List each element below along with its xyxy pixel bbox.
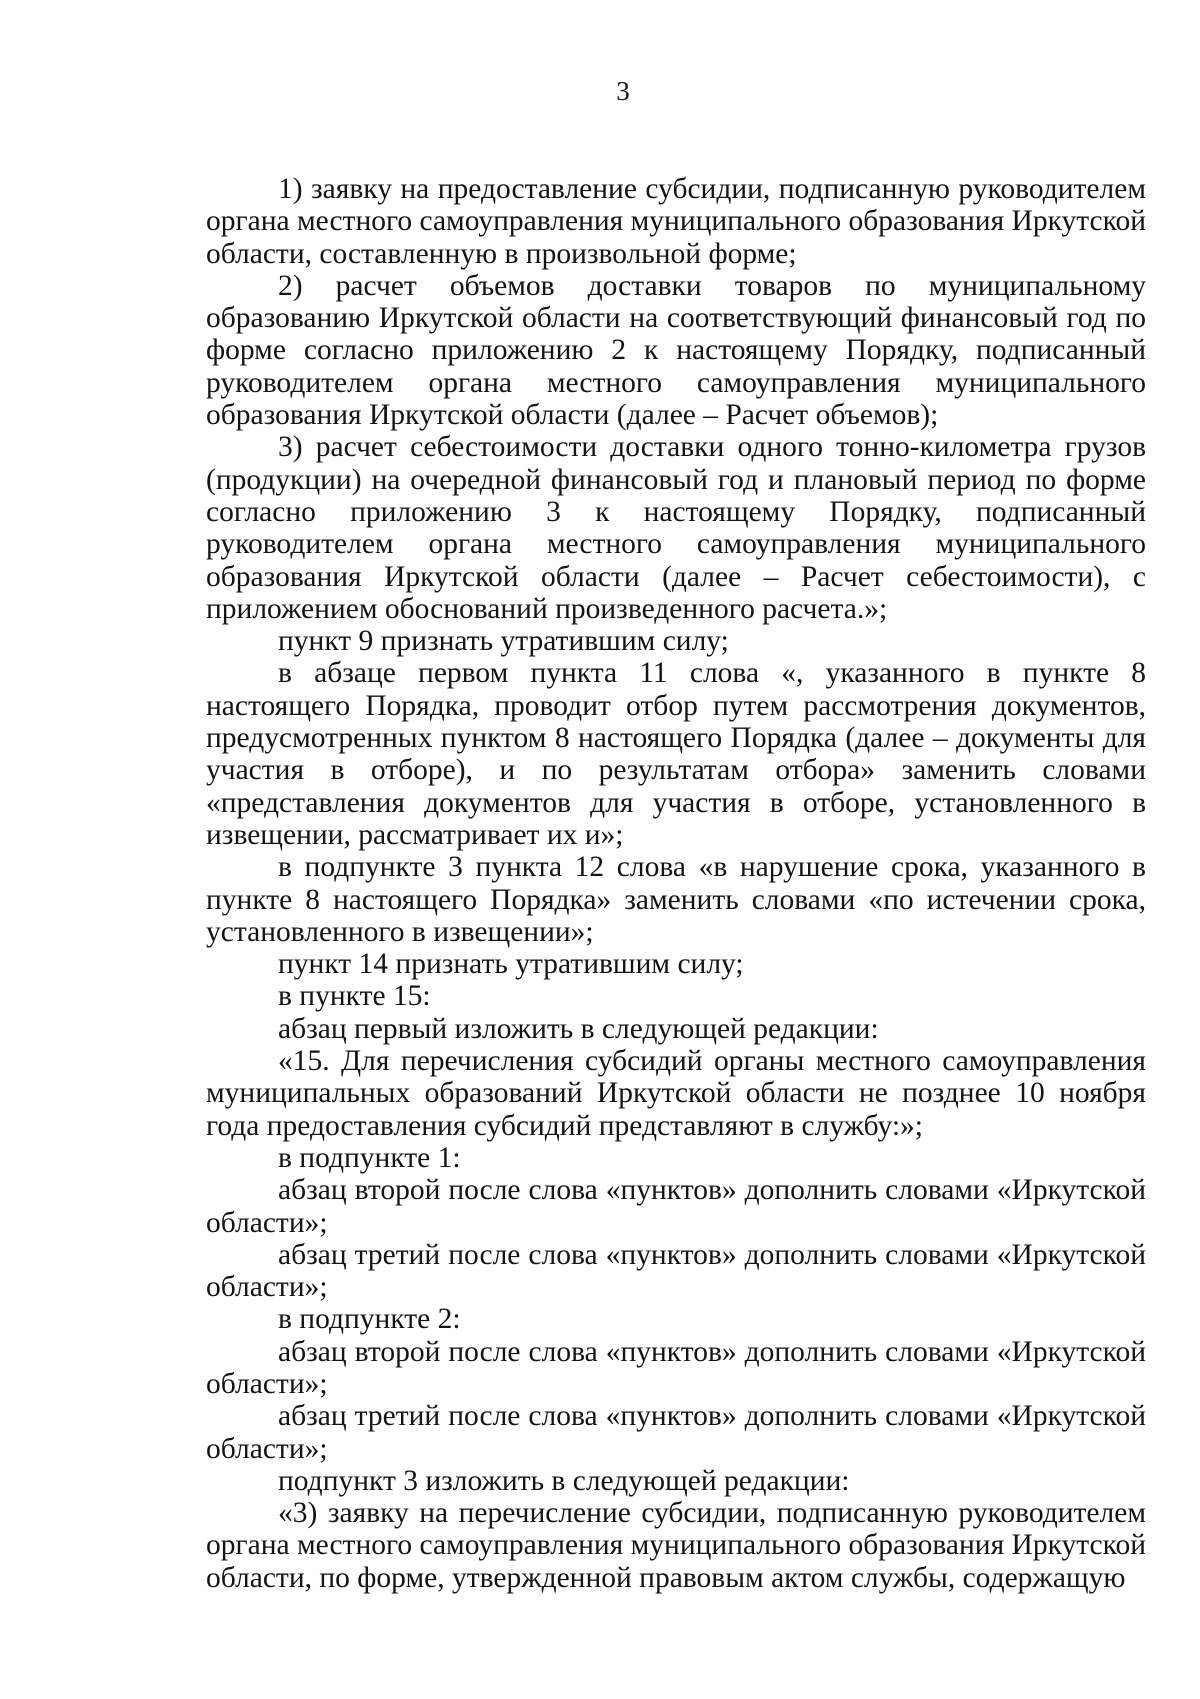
paragraph: абзац второй после слова «пунктов» дополнить словами «Иркутской области»; — [206, 1335, 1146, 1400]
paragraph: в пункте 15: — [278, 980, 431, 1013]
paragraph: в абзаце первом пункта 11 слова «, указанного в пункте 8 настоящего Порядка, проводит отбор путем рассмотрения документов, предусмотренных пунктом 8 настоящего Порядка (далее – документы для участия в отборе), и по результатам отбора» заменить словами «представления документов для участия в отборе, установленного в извещении, рассматривает их и»; — [206, 657, 1146, 851]
document-body — [206, 173, 1146, 1594]
paragraph: в подпункте 1: — [278, 1141, 461, 1174]
paragraph: «3) заявку на перечисление субсидии, подписанную руководителем органа местного самоуправления муниципального образования Иркутской области, по форме, утвержденной правовым актом службы, содержащую — [206, 1497, 1146, 1594]
paragraph: 1) заявку на предоставление субсидии, подписанную руководителем органа местного самоуправления муниципального образования Иркутской области, составленную в произвольной форме; — [206, 173, 1146, 270]
paragraph: пункт 9 признать утратившим силу; — [278, 625, 729, 658]
paragraph: абзац второй после слова «пунктов» дополнить словами «Иркутской области»; — [206, 1174, 1146, 1239]
paragraph: 3) расчет себестоимости доставки одного тонно-километра грузов (продукции) на очередной финансовый год и плановый период по форме согласно приложению 3 к настоящему Порядку, подписанный руководителем органа местного самоуправления муниципального образования Иркутской области (далее – Расчет себестоимости), с приложением обоснований произведенного расчета.»; — [206, 431, 1146, 625]
paragraph: пункт 14 признать утратившим силу; — [278, 948, 744, 981]
paragraph: абзац третий после слова «пунктов» дополнить словами «Иркутской области»; — [206, 1238, 1146, 1304]
page-number: 3 — [616, 76, 630, 106]
paragraph: подпункт 3 изложить в следующей редакции: — [278, 1464, 850, 1497]
paragraph: 2) расчет объемов доставки товаров по муниципальному образованию Иркутской области на соответствующий финансовый год по форме согласно приложению 2 к настоящему Порядку, подписанный руководителем органа местного самоуправления муниципального образования Иркутской области (далее – Расчет объемов); — [206, 269, 1146, 432]
paragraph: в подпункте 2: — [278, 1303, 461, 1336]
paragraph: «15. Для перечисления субсидий органы местного самоуправления муниципальных образований Иркутской области не позднее 10 ноября года предоставления субсидий представляют в службу:»; — [206, 1045, 1146, 1142]
paragraph: абзац третий после слова «пунктов» дополнить словами «Иркутской области»; — [206, 1400, 1146, 1465]
paragraph: в подпункте 3 пункта 12 слова «в нарушение срока, указанного в пункте 8 настоящего Порядка» заменить словами «по истечении срока, установленного в извещении»; — [206, 851, 1146, 948]
paragraph: абзац первый изложить в следующей редакции: — [278, 1012, 879, 1045]
